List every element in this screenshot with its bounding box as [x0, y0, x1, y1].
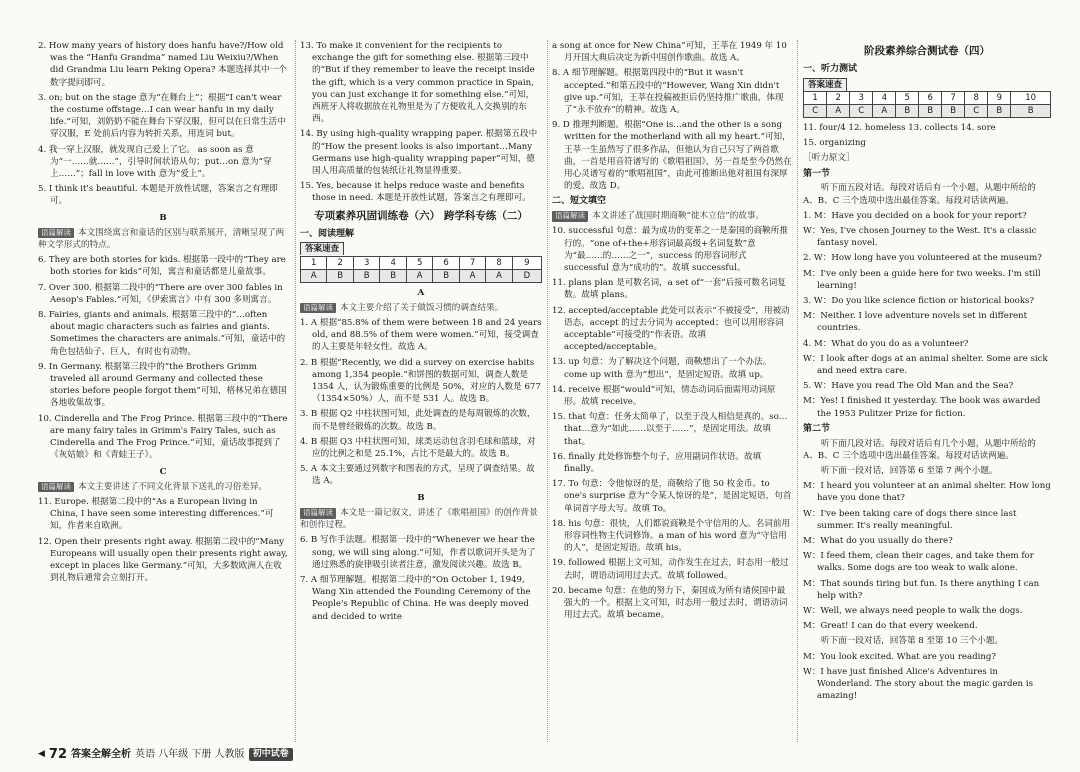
- page-number: 72: [48, 746, 68, 762]
- answer-number: 2: [327, 256, 354, 269]
- section-letter: B: [417, 492, 425, 503]
- test-title: 阶段素养综合测试卷（四）: [864, 45, 990, 57]
- dialog-line: M：You look excited. What are you reading?: [803, 651, 997, 662]
- passage-note-tag: 语篇解读: [38, 228, 74, 239]
- answer-item: a song at once for New China”可知，王莘在 1949 年 10 月开国大典后决定为新中国创作歌曲。故选 A。: [552, 41, 787, 64]
- answer-item: 5. A 本文主要通过列数字和图表的方式，呈现了调查结果。故选 A。: [300, 464, 535, 487]
- subsection-heading: 二、短文填空: [552, 196, 607, 207]
- part-2-instructions: 听下面几段对话。每段对话后有几个小题，从题中所给的 A、B、C 三个选项中选出最佳答案。每段对话读两遍。: [803, 438, 1036, 461]
- answer-number: 5: [406, 256, 432, 269]
- answer-number: 8: [486, 256, 512, 269]
- dialog-line: W：I feed them, clean their cages, and take them for walks. Some dogs are too weak to walk alone.: [803, 551, 1034, 574]
- answer-item: 4. B 根据 Q3 中柱状图可知，球类运动包含羽毛球和篮球，对应的比例之和是 25.1%，占比不是最大的。故选 B。: [300, 436, 536, 460]
- answer-item: 14. receive 根据“would”可知，情态动词后面需用动词原形。故填 receive。: [552, 384, 776, 408]
- answer-item: 5. I think it's beautiful. 本题是开放性试题，答案言之有理即可。: [38, 184, 278, 207]
- answer-letter: B: [919, 104, 942, 117]
- dialog-line: M：That sounds tiring but fun. Is there anything I can help with?: [803, 578, 1040, 601]
- passage-note-text: 本文是一篇记叙文，讲述了《歌唱祖国》的创作背景和创作过程。: [300, 507, 538, 531]
- section-letter: C: [159, 466, 167, 477]
- dialog-line: 4. M：What do you do as a volunteer?: [803, 338, 969, 349]
- dialog-line: M：Neither. I love adventure novels set in different countries.: [803, 311, 1028, 334]
- answer-letter: A: [486, 269, 512, 282]
- answer-item: 14. By using high-quality wrapping paper. 根据第五段中的“How the present looks is also important…Many Germans use high-quality wrapping paper”可知，德国人用高质量的包装纸让礼物显得重要。: [300, 129, 538, 177]
- column-4: [803, 40, 1051, 705]
- dialog-line: M：I heard you volunteer at an animal shelter. How long have you done that?: [803, 481, 1051, 504]
- answer-item: 15. that 句意：任务太简单了，以至于没人相信是真的。so…that…意为“如此……以至于……”，是固定用法。故填 that。: [552, 412, 788, 447]
- answer-item: 20. became 句意：在他的努力下，秦国成为所有诸侯国中最强大的一个。根据上文可知，时态用一般过去时，谓语动词用过去式。故填 became。: [552, 585, 788, 621]
- answer-letter: B: [1011, 104, 1051, 117]
- dialog-line: M：What do you usually do there?: [803, 536, 953, 547]
- answer-item: 1. A 根据“85.8% of them were between 18 and 24 years old, and 88.5% of them were women.”可知，接受调查的人主要是年轻女性。故选 A。: [300, 318, 542, 353]
- answer-table: [803, 91, 1051, 118]
- answer-item: 13. To make it convenient for the recipients to exchange the gift for something else. 根据第三段中的“But if they remember to leave the receipt inside the gift, which is a very common practice in Spain, you can just exchange it for something else.”可知，西班牙人将收据放在礼物里是为了方便收礼人交换别的东西。: [300, 41, 535, 125]
- answer-table: [300, 256, 542, 283]
- answer-number: 5: [896, 91, 919, 104]
- passage-note-text: 本文讲述了战国时期商鞅“徙木立信”的故事。: [592, 211, 765, 222]
- subsection-heading: 一、阅读理解: [300, 228, 355, 239]
- answer-letter: B: [327, 269, 354, 282]
- column-1: [38, 40, 288, 587]
- answer-quick-label: 答案速查: [300, 242, 344, 255]
- passage-note-tag: 语篇解读: [552, 211, 588, 222]
- dialog-line: 2. W：How long have you volunteered at the museum?: [803, 253, 1042, 264]
- answer-item: 10. Cinderella and The Frog Prince. 根据第三段中的“There are many fairy tales in Grimm's Fairy Tales, such as Cinderella and The Frog Prince.”可知，童话故事提到了《灰姑娘》和《青蛙王子》。: [38, 413, 288, 461]
- answer-number: 4: [380, 256, 407, 269]
- footer-info: 英语 八年级 下册 人教版: [135, 748, 245, 760]
- dialog-line: W：Yes, I've chosen Journey to the West. It's a classic fantasy novel.: [803, 225, 1037, 249]
- answer-item: 12. Open their presents right away. 根据第二段中的“Many Europeans will usually open their presents right away, except in places like Germany.”可知，大多数欧洲人在收到礼物后通常会立刻打开。: [38, 536, 288, 584]
- passage-note-tag: 语篇解读: [300, 303, 336, 314]
- answer-item: 18. his 句意：很快，人们都说商鞅是个守信用的人。名词前用形容词性物主代词修饰。a man of his word 意为“守信用的人”，是固定短语。故填 his。: [552, 518, 791, 554]
- dialog-line: W：I've been taking care of dogs there since last summer. It's really meaningful.: [803, 508, 1017, 531]
- passage-note: [38, 227, 288, 251]
- answer-letter: A: [459, 269, 485, 282]
- answer-number: 4: [873, 91, 896, 104]
- answer-quick-label: 答案速查: [803, 78, 847, 91]
- column-divider: [295, 40, 296, 742]
- answer-letter: B: [988, 104, 1011, 117]
- answer-item: 7. A 细节理解题。根据第二段中的“On October 1, 1949, Wang Xin attended the Founding Ceremony of the People's Republic of China. He was deeply moved and decided to write: [300, 574, 531, 622]
- part-1-heading: 第一节: [803, 168, 831, 179]
- answer-letter: C: [850, 104, 873, 117]
- answer-item: 7. Over 300. 根据第二段中的“There are over 300 fables in Aesop's Fables.”可知，《伊索寓言》中有 300 多则寓言。: [38, 282, 283, 305]
- answer-item: 10. successful 句意：最为成功的变革之一是秦国的商鞅所推行的。“one of+the+形容词最高级+名词复数”意为“最……的……之一”，success 的形容词形式 successful 意为“成功的”。故填 successful。: [552, 226, 788, 274]
- answer-item: 12. accepted/acceptable 此处可以表示“不被接受”，用被动语态，accept 的过去分词为 accepted；也可以用形容词 acceptable“可接受的”作表语。故填 accepted/acceptable。: [552, 305, 790, 353]
- answer-item: 6. They are both stories for kids. 根据第一段中的“They are both stories for kids”可知，寓言和童话都是儿童故事。: [38, 255, 286, 278]
- section-listening: 一、听力测试: [803, 63, 858, 74]
- answer-number: 6: [919, 91, 942, 104]
- answer-item: 3. on; but on the stage 意为“在舞台上”；根据“I can't wear the costume offstage…I can wear hanfu in my daily life.”可知，刘奶奶不能在舞台下穿汉服，但可以在日常生活中穿汉服，E 处前后内容为转折关系，用连词 but。: [38, 92, 286, 140]
- answer-letter: B: [942, 104, 965, 117]
- part-2-heading: 第二节: [803, 423, 831, 434]
- answer-item: 11. Europe. 根据第二段中的“As a European living in China, I have seen some interesting differences.”可知，作者来自欧洲。: [38, 496, 274, 532]
- passage-note: [300, 302, 542, 314]
- answer-number: 9: [512, 256, 541, 269]
- answer-number: 8: [965, 91, 988, 104]
- answer-number: 3: [353, 256, 380, 269]
- answer-item: 11. plans plan 是可数名词，a set of“一套”后接可数名词复数。故填 plans。: [552, 278, 786, 301]
- passage-note: [552, 210, 792, 222]
- answer-item: 17. To 句意：令他惊讶的是，商鞅给了他 50 枚金币。to one's surprise 意为“令某人惊讶的是”，是固定短语，句首单词首字母大写。故填 To。: [552, 479, 792, 514]
- passage-note-tag: 语篇解读: [300, 508, 336, 519]
- column-2: [300, 40, 542, 626]
- page-footer: [38, 746, 293, 764]
- answer-letter: C: [965, 104, 988, 117]
- answer-letter: A: [873, 104, 896, 117]
- dialog-line: M：Great! I can do that every weekend.: [803, 621, 978, 632]
- answer-letter: C: [804, 104, 827, 117]
- answer-number: 1: [804, 91, 827, 104]
- passage-note-text: 本文主要讲述了不同文化背景下送礼的习俗差异。: [78, 481, 268, 492]
- passage-note-text: 本文围绕寓言和童话的区别与联系展开，清晰呈现了两种文学形式的特点。: [38, 227, 285, 251]
- answer-item: 9. D 推理判断题。根据“One is…and the other is a song written for the motherland with all my heart.”可知，王莘一生虽然写了很多作品，但他认为自己只写了两首歌曲，一首是用音符谱写的《歌唱祖国》，另一首是至今仍然在用心灵谱写着的“歌唱祖国”，由此可推断出他对祖国有深厚的爱。故选 D。: [552, 120, 792, 192]
- section-letter: A: [417, 287, 425, 298]
- answer-item: 2. How many years of history does hanfu have?/How old was the “Hanfu Grandma” named Liu Weixiu?/When did Grandma Liu learn Peking Opera? 本题选择其中一个数字提问即可。: [38, 41, 287, 88]
- answer-letter: A: [301, 269, 327, 282]
- answer-number: 9: [988, 91, 1011, 104]
- answer-item: 19. followed 根据上文可知，动作发生在过去，时态用一般过去时，谓语动词用过去式。故填 followed。: [552, 558, 789, 581]
- part-2-sub-instructions: 听下面一段对话，回答第 6 至第 7 两个小题。: [821, 466, 998, 476]
- answer-number: 6: [433, 256, 460, 269]
- dialog-line: M：I've only been a guide here for two weeks. I'm still learning!: [803, 268, 1041, 291]
- part-2-sub-instructions: 听下面一段对话，回答第 8 至第 10 三个小题。: [821, 636, 1004, 647]
- column-divider: [547, 40, 548, 742]
- answer-item: 2. B 根据“Recently, we did a survey on exercise habits among 1,354 people.”和饼图的数据可知，调查人数是 1354 人，认为锻炼重要的比例是 50%，对应的人数是 677（1354×50%）人，而不是 531 人。故选 B。: [300, 357, 541, 405]
- answer-item: 16. finally 此处修饰整个句子，应用副词作状语。故填 finally。: [552, 451, 762, 475]
- fill-answers: 11. four/4 12. homeless 13. collects 14. sore: [803, 123, 996, 133]
- answer-item: 9. In Germany. 根据第三段中的“the Brothers Grimm traveled all around Germany and collected these stories before people forgot them”可知，格林兄弟在德国各地收集故事。: [38, 361, 287, 409]
- answer-item: 15. Yes, because it helps reduce waste and benefits those in need. 本题是开放性试题，答案言之有理即可。: [300, 181, 531, 204]
- column-3: [552, 40, 792, 625]
- answer-letter: B: [380, 269, 407, 282]
- part-1-instructions: 听下面五段对话。每段对话后有一个小题，从题中所给的 A、B、C 三个选项中选出最佳答案。每段对话读两遍。: [803, 183, 1036, 206]
- answer-item: 8. A 细节理解题。根据第四段中的“But it wasn't accepted.”和第五段中的“However, Wang Xin didn't give up.”可知，王莘在投稿被拒后仍坚持推广歌曲，体现了“永不放弃”的精神。故选 A。: [552, 68, 784, 116]
- answer-item: 3. B 根据 Q2 中柱状图可知，此处调查的是每周锻炼的次数，而不是曾经锻炼的次数。故选 B。: [300, 409, 536, 432]
- answer-letter: A: [827, 104, 850, 117]
- answer-number: 10: [1011, 91, 1051, 104]
- section-title: 专项素养巩固训练卷（六） 跨学科专练（二）: [314, 209, 528, 222]
- answer-number: 2: [827, 91, 850, 104]
- footer-brand: 答案全解全析: [71, 748, 132, 760]
- dialog-line: 1. M：Have you decided on a book for your report?: [803, 210, 1027, 221]
- answer-letter: D: [512, 269, 541, 282]
- dialog-line: W：I look after dogs at an animal shelter. Some are sick and need extra care.: [803, 353, 1048, 377]
- transcript-heading: ［听力原文］: [803, 153, 855, 164]
- answer-number: 3: [850, 91, 873, 104]
- section-letter: B: [159, 212, 167, 223]
- passage-note: [300, 507, 542, 531]
- answer-number: 7: [942, 91, 965, 104]
- passage-note-tag: 语篇解读: [38, 482, 74, 493]
- answer-item: 13. up 句意：为了解决这个问题，商鞅想出了一个办法。come up with 意为“想出”，是固定短语。故填 up。: [552, 357, 772, 380]
- answer-number: 7: [459, 256, 485, 269]
- passage-note-text: 本文主要介绍了关于做饭习惯的调查结果。: [340, 302, 504, 313]
- answer-item: 8. Fairies, giants and animals. 根据第三段中的“…often about magic characters such as fairies and giants. Sometimes the characters are animals.”可知，童话中的角色包括仙子、巨人，有时也有动物。: [38, 310, 286, 357]
- dialog-line: 5. W：Have you read The Old Man and the Sea?: [803, 381, 1014, 392]
- column-divider: [797, 40, 798, 742]
- dialog-line: W：I have just finished Alice's Adventures in Wonderland. The story about the magic garden is amazing!: [803, 666, 1033, 702]
- dialog-line: W：Well, we always need people to walk the dogs.: [803, 606, 1023, 617]
- fill-answers: 15. organizing: [803, 138, 866, 149]
- answer-letter: B: [353, 269, 380, 282]
- passage-note: [38, 481, 288, 493]
- answer-letter: B: [896, 104, 919, 117]
- answer-letter: A: [406, 269, 432, 282]
- dialog-line: 3. W：Do you like science fiction or historical books?: [803, 296, 1035, 306]
- answer-number: 1: [301, 256, 327, 269]
- answer-item: 6. B 写作手法题。根据第一段中的“Whenever we hear the song, we will sing along.”可知，作者以歌词开头是为了通过熟悉的旋律吸引读者注意，激发阅读兴趣。故选 B。: [300, 535, 536, 570]
- answer-letter: B: [433, 269, 460, 282]
- answer-item: 4. 我一穿上汉服，就发现自己爱上了它。 as soon as 意为“一……就……”，引导时间状语从句；put…on 意为“穿上……”；fall in love with 意为“爱上”。: [38, 144, 272, 180]
- triangle-icon: ◀: [38, 749, 45, 760]
- dialog-line: M：Yes! I finished it yesterday. The book was awarded the 1953 Pulitzer Prize for fiction.: [803, 396, 1041, 419]
- footer-badge: 初中试卷: [249, 748, 293, 761]
